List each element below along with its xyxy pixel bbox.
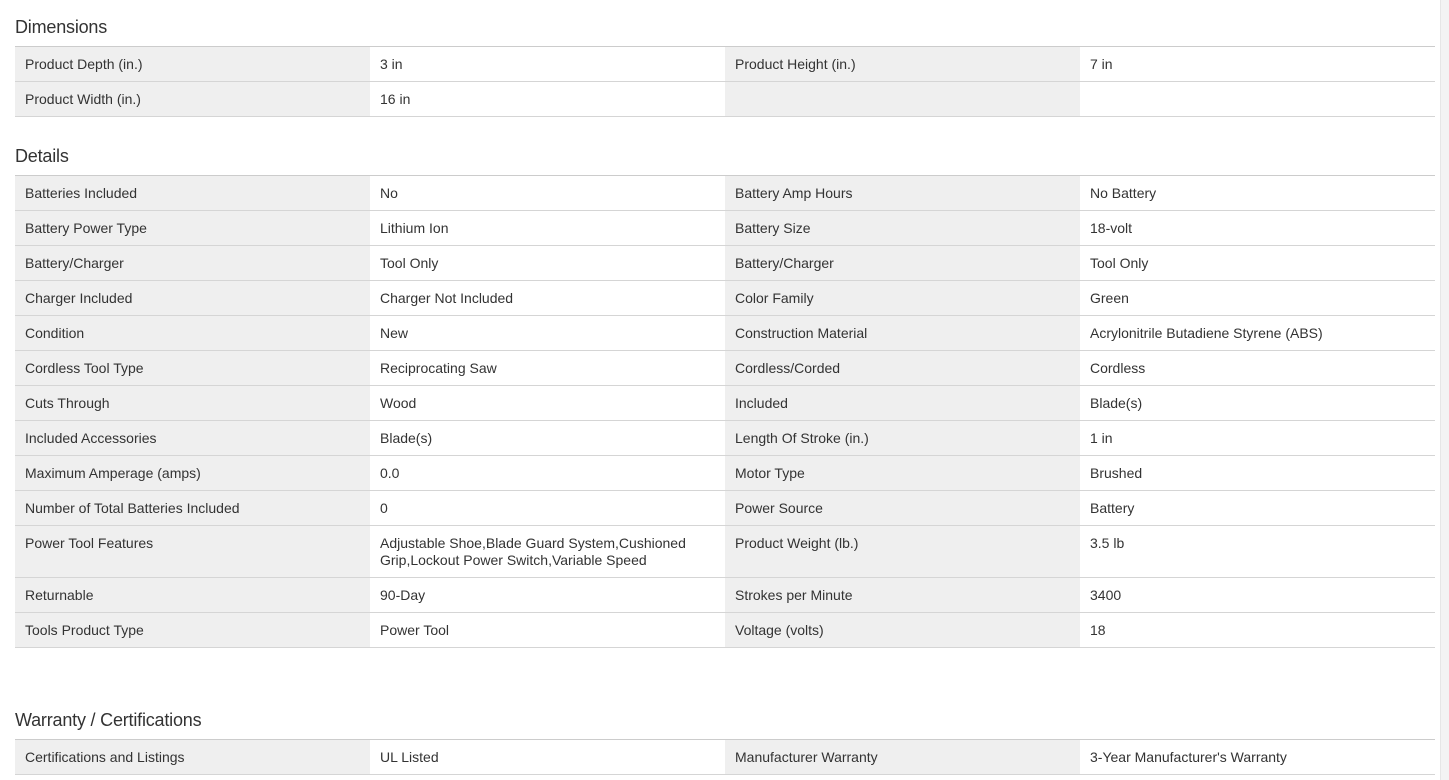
spec-label: Battery Size: [725, 211, 1080, 246]
spec-label: Included: [725, 386, 1080, 421]
table-row: [15, 351, 1435, 386]
spec-label: Condition: [15, 316, 370, 351]
spec-label: Number of Total Batteries Included: [15, 491, 370, 526]
spec-value: Battery: [1080, 491, 1435, 526]
spec-value: UL Listed: [370, 740, 725, 775]
spec-value: 3400: [1080, 578, 1435, 613]
spec-value: Brushed: [1080, 456, 1435, 491]
spec-label: Power Source: [725, 491, 1080, 526]
spec-label: Manufacturer Warranty: [725, 740, 1080, 775]
spec-label: Maximum Amperage (amps): [15, 456, 370, 491]
spec-value: New: [370, 316, 725, 351]
spec-value: 3 in: [370, 47, 725, 82]
spec-label: Length Of Stroke (in.): [725, 421, 1080, 456]
spec-label: Included Accessories: [15, 421, 370, 456]
spec-value: 7 in: [1080, 47, 1435, 82]
spec-label: Voltage (volts): [725, 613, 1080, 648]
spec-value: Cordless: [1080, 351, 1435, 386]
spec-value: Lithium Ion: [370, 211, 725, 246]
spec-label: Cordless/Corded: [725, 351, 1080, 386]
table-row: [15, 246, 1435, 281]
spec-label: Returnable: [15, 578, 370, 613]
dimensions-table: [15, 46, 1435, 117]
spec-value: No: [370, 176, 725, 211]
spec-label: Battery Power Type: [15, 211, 370, 246]
spec-label: Product Weight (lb.): [725, 526, 1080, 578]
table-row: [15, 526, 1435, 578]
spec-label: Cuts Through: [15, 386, 370, 421]
table-row: [15, 578, 1435, 613]
spec-label: Tools Product Type: [15, 613, 370, 648]
spec-value: 0: [370, 491, 725, 526]
spec-value: 0.0: [370, 456, 725, 491]
spec-label: Strokes per Minute: [725, 578, 1080, 613]
table-row: [15, 386, 1435, 421]
spec-value: Green: [1080, 281, 1435, 316]
spec-value: 3.5 lb: [1080, 526, 1435, 578]
spec-value: Charger Not Included: [370, 281, 725, 316]
table-row: [15, 740, 1435, 775]
spec-value: No Battery: [1080, 176, 1435, 211]
spec-value: 16 in: [370, 82, 725, 117]
spec-label: Certifications and Listings: [15, 740, 370, 775]
spec-value: Adjustable Shoe,Blade Guard System,Cushioned Grip,Lockout Power Switch,Variable Speed: [370, 526, 725, 578]
table-row: [15, 316, 1435, 351]
scrollbar[interactable]: [1440, 0, 1449, 780]
spec-label: Cordless Tool Type: [15, 351, 370, 386]
spec-value: Reciprocating Saw: [370, 351, 725, 386]
spec-value: 18-volt: [1080, 211, 1435, 246]
spec-value-empty: [1080, 82, 1435, 117]
section-title-details: Details: [15, 146, 69, 166]
spec-value: 3-Year Manufacturer's Warranty: [1080, 740, 1435, 775]
table-row: [15, 456, 1435, 491]
spec-value: Wood: [370, 386, 725, 421]
table-row: [15, 47, 1435, 82]
spec-label: Charger Included: [15, 281, 370, 316]
spec-value: Blade(s): [370, 421, 725, 456]
spec-value: 90-Day: [370, 578, 725, 613]
spec-label: Motor Type: [725, 456, 1080, 491]
table-row: [15, 613, 1435, 648]
spec-value: 18: [1080, 613, 1435, 648]
details-table: [15, 175, 1435, 648]
spec-label: Product Height (in.): [725, 47, 1080, 82]
spec-value: Power Tool: [370, 613, 725, 648]
spec-label: Battery/Charger: [15, 246, 370, 281]
spec-label: Product Depth (in.): [15, 47, 370, 82]
spec-label: Batteries Included: [15, 176, 370, 211]
spec-value: 1 in: [1080, 421, 1435, 456]
table-row: [15, 82, 1435, 117]
spec-label: Product Width (in.): [15, 82, 370, 117]
table-row: [15, 281, 1435, 316]
spec-value: Blade(s): [1080, 386, 1435, 421]
table-row: [15, 421, 1435, 456]
table-row: [15, 211, 1435, 246]
spec-value: Tool Only: [1080, 246, 1435, 281]
section-title-warranty-certifications: Warranty / Certifications: [15, 710, 202, 730]
spec-label: Construction Material: [725, 316, 1080, 351]
spec-label: Power Tool Features: [15, 526, 370, 578]
warranty-table: [15, 739, 1435, 775]
table-row: [15, 176, 1435, 211]
spec-label: Battery/Charger: [725, 246, 1080, 281]
section-title-dimensions: Dimensions: [15, 17, 108, 37]
table-row: [15, 491, 1435, 526]
spec-value: Acrylonitrile Butadiene Styrene (ABS): [1080, 316, 1435, 351]
spec-label-empty: [725, 82, 1080, 117]
spec-label: Battery Amp Hours: [725, 176, 1080, 211]
spec-label: Color Family: [725, 281, 1080, 316]
spec-value: Tool Only: [370, 246, 725, 281]
